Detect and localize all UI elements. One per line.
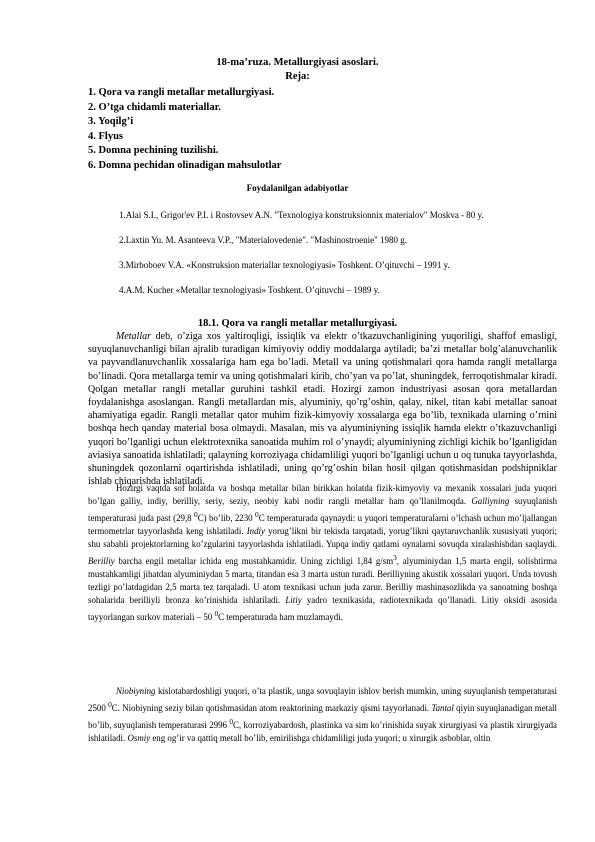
paragraph-metals bbox=[88, 330, 557, 488]
paragraph-text: C. Niobiyning seziy bilan qotishmasidan atom reaktorining markaziy qismi tayyorlanadi. bbox=[111, 703, 432, 714]
term-indiy: Indiy bbox=[246, 525, 265, 536]
paragraph-text: C temperaturada qaynaydi: u yuqori temperaturalarni o’lchash uchun mo’ljallangan termometrlar tayyorlashda keng ishlatiladi. bbox=[88, 512, 557, 536]
plan-item: 5. Domna pechining tuzilishi. bbox=[88, 145, 219, 157]
term-osmiy: Osmiy bbox=[127, 733, 151, 744]
literature-list bbox=[119, 208, 555, 308]
degree-sup: 0 bbox=[255, 510, 259, 519]
paragraph-text: qiyin suyuqlanadigan metall bo’lib, suyuqlanish temperaturasi 2996 bbox=[88, 703, 557, 731]
paragraph-text: deb, o’ziga xos yaltiroqligi, issiqlik va elektr o’tkazuvchanligining yuqoriligi, shaffof emasligi, suyuqlanuvchanligi bilan ajralib turadigan kimiyoviy oddiy moddalarga aytiladi; ba’zi metallar bolg’alanuvchanlik va payvandlanuvchanlik xossalariga ham ega bo’ladi. Metall va uning qotishmalari qora hamda rangli metallarga bo’linadi. Qora metallarga temir va uning qotishmalari kirib, cho’yan va po’lat, shuningdek, ferroqotishmalar kiradi. Qolgan metallar rangli metallar guruhini tashkil etadi. Hozirgi zamon industriyasi asosan qora metallardan foydalanishga asoslangan. Rangli metallardan mis, alyuminiy, qo’rg’oshin, qalay, nikel, titan kabi metallar sanoat ahamiyatiga egadir. Rangli metallar qator muhim fizik-kimyoviy xossalarga ega bo’lib, texnikada ularning o’rnini boshqa hech qanday material bosa olmaydi. Masalan, mis va alyuminiyning issiqlik hamda elektr o’tkazuvchanligi yuqori bo’lganligi uchun elektrotexnika sanoatida muhim rol o’ynaydi; alyuminiyning zichligi kichik bo’lganligidan aviasiya sanoatida ishlatiladi; qalayning korroziyaga chidamliligi yuqori bo’lganligi uchun u oq tunuka tayyorlashda, shuningdek qozonlarni oqartirishda ishlatiladi, uning qo’rg’oshin bilan hosil qilgan qotishmasidan podshipniklar ishlab chiqarishda ishlatiladi. bbox=[88, 331, 557, 488]
lecture-title: 18-ma’ruza. Metallurgiyasi asoslari. bbox=[216, 57, 379, 68]
degree-sup: 0 bbox=[194, 510, 198, 519]
plan-label: Reja: bbox=[285, 71, 310, 82]
plan-item: 4. Flyus bbox=[88, 130, 124, 142]
literature-item: 2.Laxtin Yu. M. Asanteeva V.P., "Materialovedenie". "Mashinostroenie" 1980 g. bbox=[119, 235, 407, 245]
paragraph-refractory-metals bbox=[88, 685, 557, 745]
paragraph-text: yorug’likni bir tekisda tarqatadi, yorug’likni qaytaruvchanlik xususiyati yuqori; shu sababli projektorlarning ko’zgularini tayyorlashda ishlatiladi. Yupqa indiy qatlami oynalarni sovuqda xiralashishdan saqlaydi. bbox=[88, 525, 557, 549]
degree-sup: 0 bbox=[214, 608, 219, 618]
paragraph-text: C) bo’lib, 2230 bbox=[197, 512, 256, 523]
paragraph-text: Hozirgi vaqtda sof holatda va boshqa metallar bilan birikkan holatda fizik-kimyoviy va mexanik xossalari juda yuqori bo’lgan galliy, indiy, berilliy, seriy, seziy, neobiy kabi nodir rangli metallar ham qo’llanilmoqda. bbox=[88, 483, 557, 506]
literature-item: 3.Mirboboev V.A. «Konstruksion materiallar texnologiyasi» Toshkent. O’qituvchi – 1991 y. bbox=[119, 260, 450, 270]
section-heading: 18.1. Qora va rangli metallar metallurgiyasi. bbox=[197, 318, 398, 329]
paragraph-text: kislotabardoshligi yuqori, o’ta plastik, unga sovuqlayin ishlov berish mumkin, uning suyuqlanish temperaturasi 2500 bbox=[88, 686, 557, 714]
literature-title: Foydalanilgan adabiyotlar bbox=[246, 183, 349, 193]
term-galliy: Galliyning bbox=[471, 496, 510, 506]
literature-item: 1.Alai S.I., Grigor'ev P.I. i Rostovsev A.N. "Texnologiya konstruksionnix materialov" Moskva - 80 y. bbox=[119, 210, 484, 220]
paragraph-text: suyuqlanish temperaturasi juda past (29,8 bbox=[88, 496, 558, 523]
paragraph-text: C temperaturada ham muzlamaydi. bbox=[218, 611, 343, 622]
term-metallar: Metallar bbox=[116, 331, 151, 342]
plan-item: 3. Yoqilg’i bbox=[88, 116, 134, 128]
term-niobiy: Niobiyning bbox=[116, 686, 156, 696]
term-berilliy: Berilliy bbox=[88, 555, 115, 566]
degree-sup: 0 bbox=[229, 717, 234, 727]
plan-item: 6. Domna pechidan olinadigan mahsulotlar bbox=[88, 159, 282, 171]
plan-item: 1. Qora va rangli metallar metallurgiyasi. bbox=[88, 87, 275, 98]
degree-sup: 0 bbox=[108, 700, 112, 710]
literature-item: 4.A.M. Kucher «Metallar texnologiyasi» Toshkent. O’qituvchi – 1989 y. bbox=[119, 285, 380, 295]
cube-sup: 3 bbox=[393, 552, 397, 562]
term-litiy: Litiy bbox=[285, 594, 302, 605]
paragraph-text: , alyuminiydan 1,5 marta engil, solishtirma mustahkamligi jihatdan alyuminiydan 5 marta, titandan esa 3 marta ustun turadi. Berilliyning akustik xossalari yuqori. Unda tovush tezligi po’latdagidan 2,5 marta tez tarqaladi. U atom texnikasi uchun juda zarur. Berilliy mashinasozlikda va sanoatning boshqa sohalarida berilliyli bronza ko’rinishida ishlatiladi. bbox=[88, 555, 557, 605]
paragraph-text: barcha engil metallar ichida eng mustahkamidir. Uning zichligi 1,84 g/sm bbox=[114, 555, 394, 566]
plan-item: 2. O’tga chidamli materiallar. bbox=[88, 101, 221, 113]
plan-list bbox=[88, 86, 281, 174]
paragraph-text: C, korroziyabardosh, plastinka va sim ko’rinishida suyak xirurgiyasi va plastik xirurgiyada ishlatiladi. bbox=[88, 720, 557, 744]
paragraph-rare-metals bbox=[88, 482, 557, 624]
paragraph-text: yadro texnikasida, radiotexnikada qo’llanadi. Litiy oksidi asosida tayyorlangan surkov materiali – 50 bbox=[88, 594, 557, 622]
term-tantal: Tantal bbox=[431, 703, 454, 714]
paragraph-text: eng og’ir va qattiq metall bo’lib, emirilishga chidamliligi juda yuqori; u xirurgik asboblar, oltin bbox=[150, 733, 491, 744]
